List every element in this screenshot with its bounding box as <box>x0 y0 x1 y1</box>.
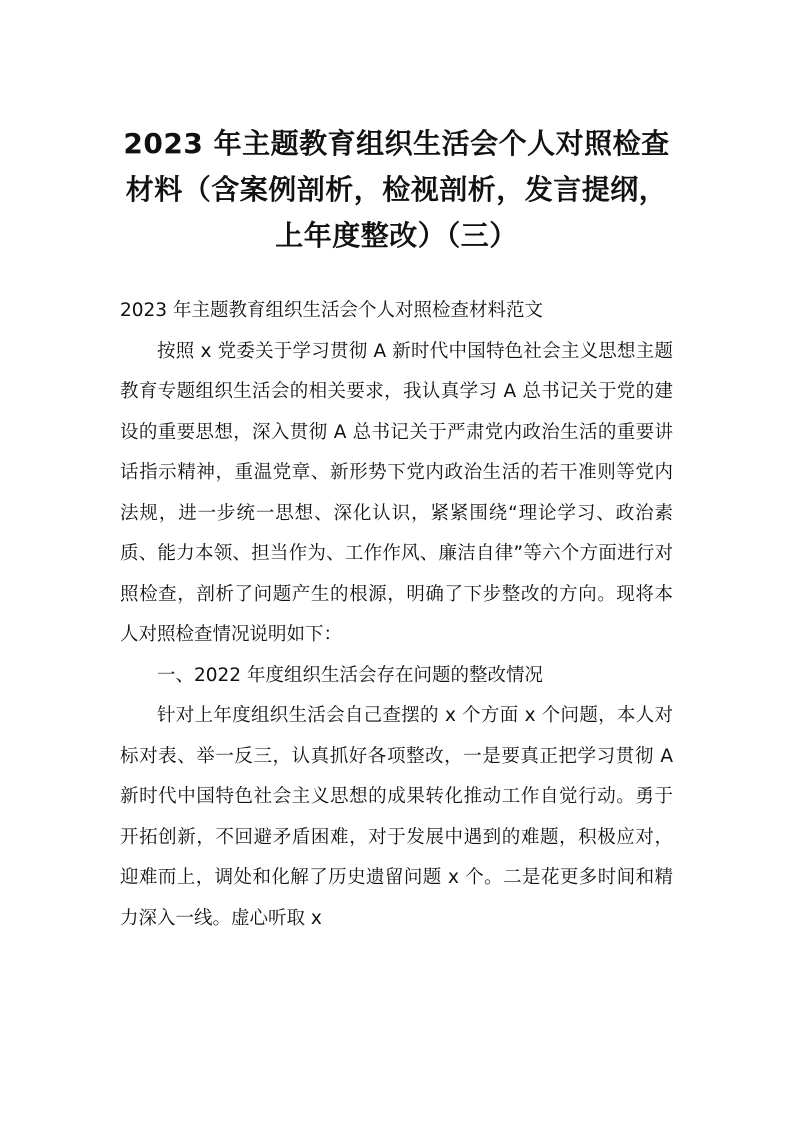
section-heading: 一、2022 年度组织生活会存在问题的整改情况 <box>157 664 543 686</box>
title-line-1: 2023 年主题教育组织生活会个人对照检查 <box>123 127 670 160</box>
rectification-paragraph: 针对上年度组织生活会自己查摆的 x 个方面 x 个问题，本人对标对表、举一反三，认真抓好各项整改，一是要真正把学习贯彻 A 新时代中国特色社会主义思想的成果转化推动工作自觉行动。勇于开拓创新，不回避矛盾困难，对于发展中遇到的难题，积极应对，迎难而上，调处和化解了历史遗留问题 x 个。二是花更多时间和精力深入一线。虚心听取 x <box>120 705 673 929</box>
intro-paragraph: 按照 x 党委关于学习贯彻 A 新时代中国特色社会主义思想主题教育专题组织生活会的相关要求，我认真学习 A 总书记关于党的建设的重要思想，深入贯彻 A 总书记关于严肃党内政治生活的重要讲话指示精神，重温党章、新形势下党内政治生活的若干准则等党内法规，进一步统一思想、深化认识，紧紧围绕“理论学习、政治素质、能力本领、担当作为、工作作风、廉洁自律”等六个方面进行对照检查，剖析了问题产生的根源，明确了下步整改的方向。现将本人对照检查情况说明如下： <box>120 340 673 645</box>
document-body <box>120 291 673 939</box>
title-line-2: 材料（含案例剖析，检视剖析，发言提纲， <box>125 173 668 206</box>
title-line-3: 上年度整改）（三） <box>275 219 518 252</box>
document-subtitle: 2023 年主题教育组织生活会个人对照检查材料范文 <box>120 300 543 321</box>
document-title <box>110 121 683 259</box>
